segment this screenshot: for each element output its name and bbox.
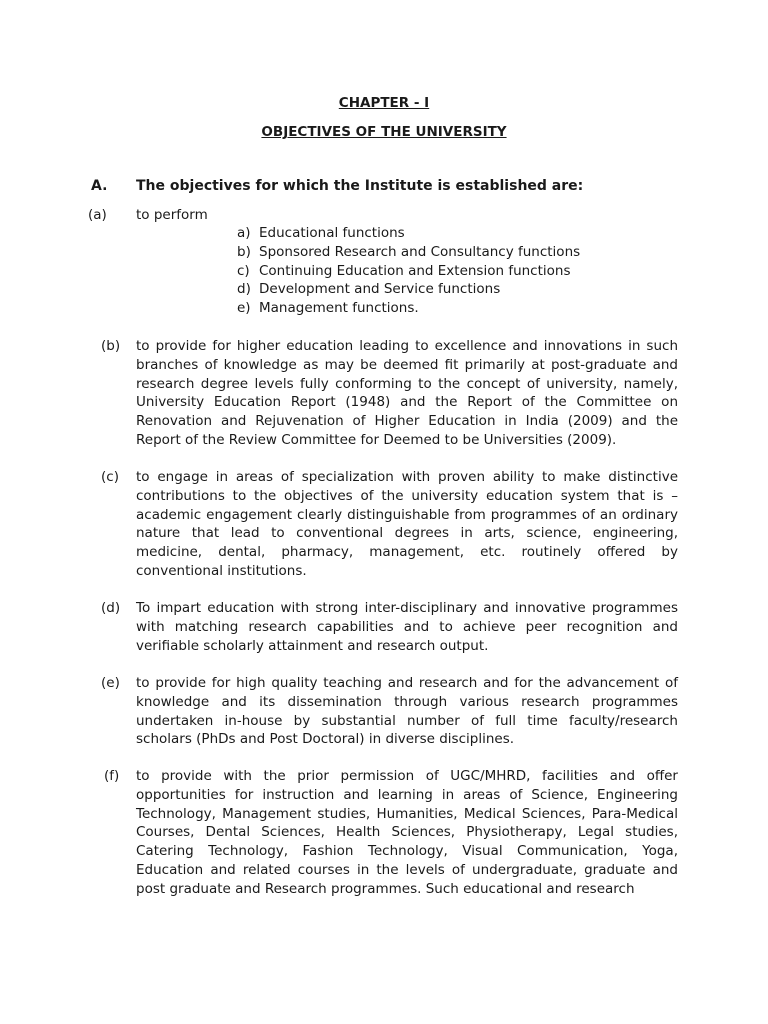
item-marker-c: (c) [101,469,119,485]
subitem-marker: a) [237,225,251,241]
subitem-marker: c) [237,262,250,279]
subitem [237,280,580,299]
section-marker: A. [91,178,108,194]
subitem [237,262,580,281]
item-marker-a: (a) [88,207,107,223]
subitem [237,224,580,243]
subitem-list [237,224,580,318]
subitem-text: Sponsored Research and Consultancy functions [259,243,581,260]
chapter-title: CHAPTER - I [338,95,430,111]
subitem-marker: b) [237,243,251,260]
item-marker-b: (b) [101,338,121,354]
item-marker-e: (e) [101,675,120,691]
item-marker-d: (d) [101,600,121,616]
subitem-marker: e) [237,300,251,317]
page-heading: OBJECTIVES OF THE UNIVERSITY [261,124,507,140]
item-marker-f: (f) [104,768,120,784]
section-title: The objectives for which the Institute is established are: [136,178,584,194]
subitem [237,243,580,262]
item-text-f: to provide with the prior permission of UGC/MHRD, facilities and offer opportunities for instruction and learning in areas of Science, Engineering Technology, Management studies, Humanities, Medical Sciences, Para-Medical Courses, Dental Sciences, Health Sciences, Physiotherapy, Legal studies, Catering Technology, Fashion Technology, Visual Communication, Yoga, Education and related courses in the levels of undergraduate, graduate and post graduate and Research programmes. Such educational and research [136,768,678,897]
item-text-e: to provide for high quality teaching and research and for the advancement of knowledge and its dissemination through various research programmes undertaken in-house by substantial number of full time faculty/research scholars (PhDs and Post Doctoral) in diverse disciplines. [136,675,678,748]
item-text-c: to engage in areas of specialization with proven ability to make distinctive contributions to the objectives of the university education system that is – academic engagement clearly distinguishable from programmes of an ordinary nature that lead to conventional degrees in arts, science, engineering, medicine, dental, pharmacy, management, etc. routinely offered by conventional institutions. [136,469,678,579]
subitem-text: Development and Service functions [259,281,501,298]
subitem-marker: d) [237,281,251,298]
item-a-lead: to perform [136,207,208,223]
subitem-text: Continuing Education and Extension functions [259,262,571,279]
item-text-d: To impart education with strong inter-disciplinary and innovative programmes with matching research capabilities and to achieve peer recognition and verifiable scholarly attainment and research output. [136,600,678,654]
item-text-b: to provide for higher education leading to excellence and innovations in such branches of knowledge as may be deemed fit primarily at post-graduate and research degree levels fully conforming to the concept of university, namely, University Education Report (1948) and the Report of the Committee on Renovation and Rejuvenation of Higher Education in India (2009) and the Report of the Review Committee for Deemed to be Universities (2009). [136,338,678,448]
subitem-text: Educational functions [259,225,405,241]
subitem-text: Management functions. [259,300,419,317]
subitem [237,299,580,318]
